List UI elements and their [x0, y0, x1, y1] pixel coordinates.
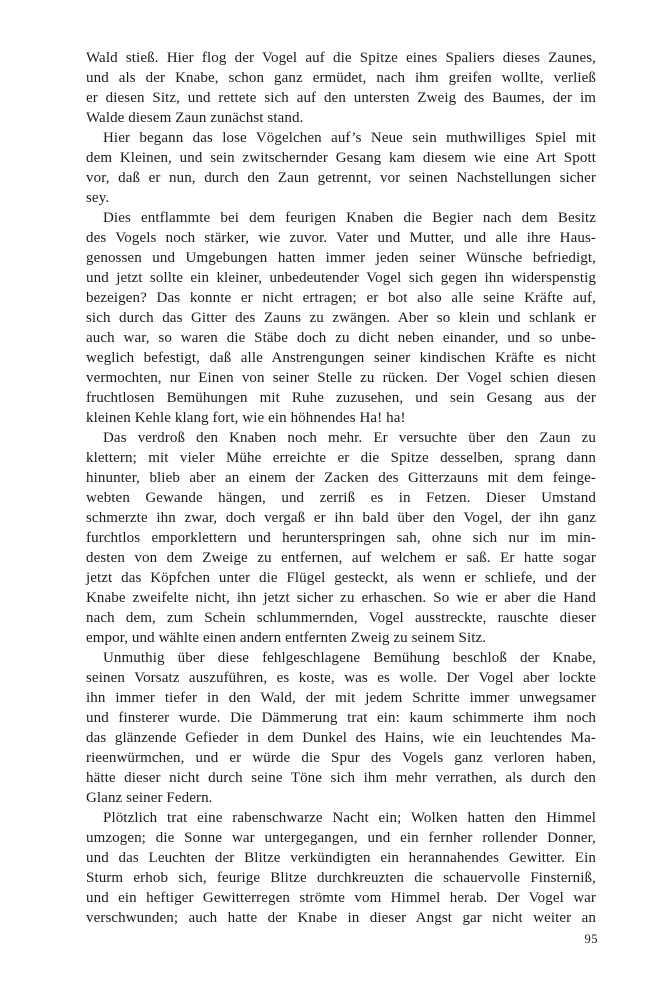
- text-line: Plötzlich trat eine rabenschwarze Nacht ein; Wolken hatten den Himmel: [103, 810, 596, 826]
- text-line: schmerzte ihn zwar, doch vergaß er ihn bald über den Vogel, der ihn ganz: [86, 510, 596, 526]
- text-line: Walde diesem Zaun zunächst stand.: [86, 110, 304, 126]
- text-line: er diesen Sitz, und rettete sich auf den untersten Zweig des Baumes, der im: [86, 90, 596, 106]
- paragraph: [86, 208, 596, 428]
- paragraph: [86, 648, 596, 808]
- text-line: verschwunden; auch hatte der Knabe in dieser Angst gar nicht weiter an: [86, 910, 596, 926]
- text-line: Knabe zweifelte nicht, ihn jetzt sicher zu erhaschen. So wie er aber die Hand: [86, 590, 596, 606]
- text-line: bezeigen? Das konnte er nicht ertragen; er bot also alle seine Kräfte auf,: [86, 290, 596, 306]
- text-line: genossen und Umgebungen hatten immer jeden seiner Wünsche befriedigt,: [86, 250, 596, 266]
- text-line: Das verdroß den Knaben noch mehr. Er versuchte über den Zaun zu: [103, 430, 596, 446]
- text-line: hätte dieser nicht durch seine Töne sich ihm mehr verrathen, als durch den: [86, 770, 596, 786]
- text-line: Wald stieß. Hier flog der Vogel auf die Spitze eines Spaliers dieses Zaunes,: [86, 50, 596, 66]
- text-line: kleinen Kehle klang fort, wie ein höhnendes Ha! ha!: [86, 410, 406, 426]
- text-line: furchtlos emporklettern und herunterspringen sah, ohne sich nur im min-: [86, 530, 596, 546]
- text-line: hinunter, blieb aber an einem der Zacken des Gitterzauns mit dem feinge-: [86, 470, 596, 486]
- text-line: das glänzende Gefieder in dem Dunkel des Hains, wie ein leuchtendes Ma-: [86, 730, 596, 746]
- text-line: webten Gewande hängen, und zerriß es in Fetzen. Dieser Umstand: [86, 490, 596, 506]
- text-line: Unmuthig über diese fehlgeschlagene Bemühung beschloß der Knabe,: [103, 650, 596, 666]
- text-line: empor, und wählte einen andern entfernten Zweig zu seinem Sitz.: [86, 630, 487, 646]
- text-line: sey.: [86, 190, 110, 206]
- text-line: und das Leuchten der Blitze verkündigten ein herannahendes Gewitter. Ein: [86, 850, 596, 866]
- text-line: und als der Knabe, schon ganz ermüdet, nach ihm greifen wollte, verließ: [86, 70, 596, 86]
- paragraph: [86, 128, 596, 208]
- text-line: vermochten, nur Einen von seiner Stelle zu rücken. Der Vogel schien diesen: [86, 370, 596, 386]
- paragraph: [86, 48, 596, 128]
- text-line: fruchtlosen Bemühungen mit Ruhe zuzusehen, und sein Gesang aus der: [86, 390, 596, 406]
- text-line: rieenwürmchen, und er würde die Spur des Vogels ganz verloren haben,: [86, 750, 596, 766]
- text-line: auch war, so waren die Stäbe doch zu dicht neben einander, und so unbe-: [86, 330, 596, 346]
- text-line: jetzt das Köpfchen unter die Flügel gesteckt, als wenn er schliefe, und der: [86, 570, 596, 586]
- text-line: klettern; mit vieler Mühe erreichte er die Spitze desselben, sprang dann: [86, 450, 596, 466]
- text-line: desten von dem Zweige zu entfernen, auf welchem er saß. Er hatte sogar: [86, 550, 596, 566]
- page-text-block: [86, 48, 596, 928]
- text-line: umzogen; die Sonne war untergegangen, und ein fernher rollender Donner,: [86, 830, 596, 846]
- text-line: vor, daß er nun, durch den Zaun getrennt, vor seinen Nachstellungen sicher: [86, 170, 596, 186]
- text-line: dem Kleinen, und sein zwitschernder Gesang kam diesem wie eine Art Spott: [86, 150, 596, 166]
- text-line: ihn immer tiefer in den Wald, der mit jedem Schritte immer unwegsamer: [86, 690, 596, 706]
- text-line: Sturm erhob sich, feurige Blitze durchkreuzten die schauervolle Finsterniß,: [86, 870, 596, 886]
- page-number: 95: [584, 932, 598, 946]
- text-line: weglich befestigt, daß alle Anstrengungen seiner kindischen Kräfte es nicht: [86, 350, 596, 366]
- text-line: und ein heftiger Gewitterregen strömte vom Himmel herab. Der Vogel war: [86, 890, 596, 906]
- text-line: des Vogels noch stärker, wie zuvor. Vater und Mutter, und alle ihre Haus-: [86, 230, 596, 246]
- text-line: und jetzt sollte ein kleiner, unbedeutender Vogel sich gegen ihn widerspenstig: [86, 270, 596, 286]
- text-line: und finsterer wurde. Die Dämmerung trat ein: kaum schimmerte ihm noch: [86, 710, 596, 726]
- text-line: sich durch das Gitter des Zauns zu zwängen. Aber so klein und schlank er: [86, 310, 596, 326]
- text-line: seinen Vorsatz auszuführen, es koste, was es wolle. Der Vogel aber lockte: [86, 670, 596, 686]
- text-line: Dies entflammte bei dem feurigen Knaben die Begier nach dem Besitz: [103, 210, 596, 226]
- paragraph: [86, 428, 596, 648]
- paragraph: [86, 808, 596, 928]
- text-line: Glanz seiner Federn.: [86, 790, 213, 806]
- text-line: Hier begann das lose Vögelchen auf’s Neue sein muthwilliges Spiel mit: [103, 130, 596, 146]
- text-line: nach dem, zum Schein schlummernden, Vogel ausstreckte, rauschte dieser: [86, 610, 596, 626]
